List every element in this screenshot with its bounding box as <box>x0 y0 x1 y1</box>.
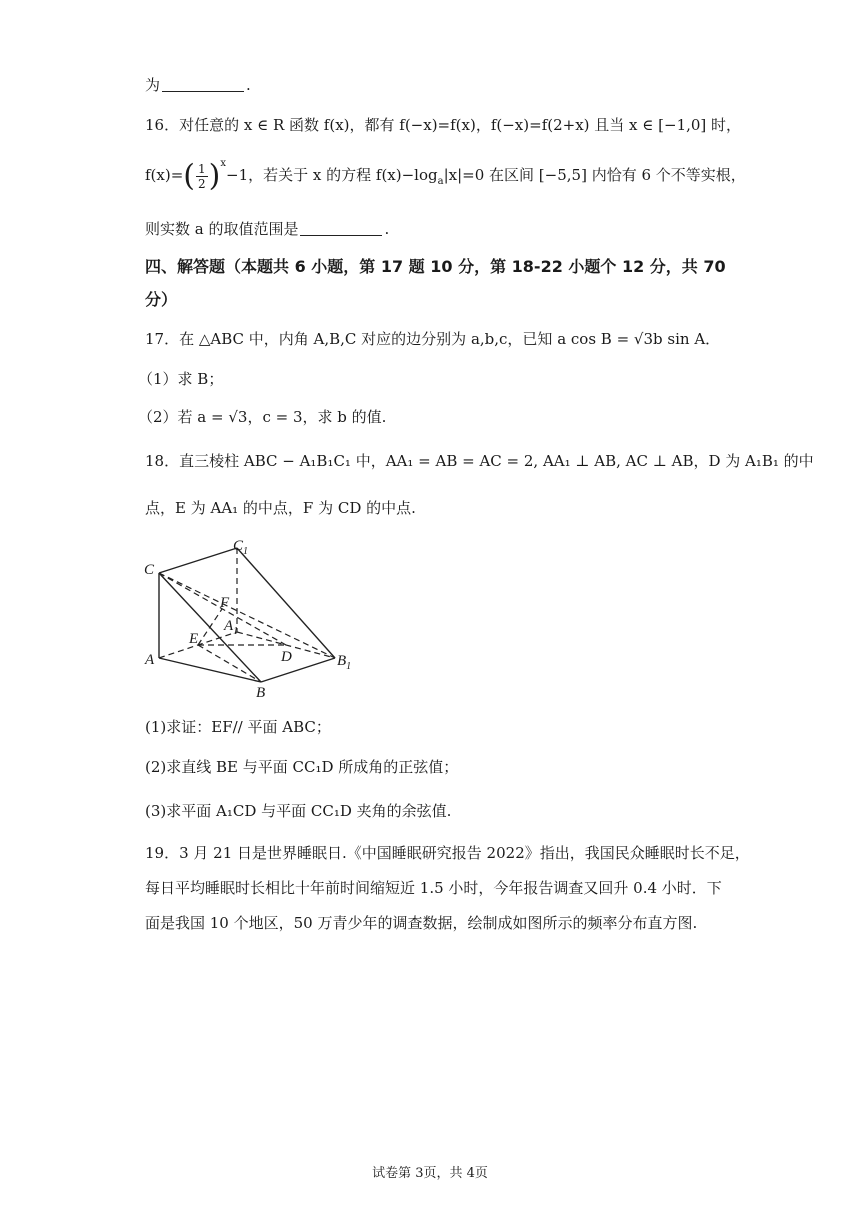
label-C1: $C_1$ <box>233 538 249 557</box>
label-D: D <box>281 649 292 665</box>
q15-tail-suffix: . <box>246 76 251 94</box>
q16-fraction <box>196 162 208 191</box>
q16-line1: 16．对任意的 x ∈ R 函数 f(x)，都有 f(−x)=f(x)，f(−x)=f(2+x) 且当 x ∈ [−1,0] 时， <box>145 116 742 134</box>
q16-func-lhs: f(x)= <box>145 166 184 184</box>
answer-blank <box>162 77 244 92</box>
label-A: A <box>145 652 155 668</box>
q15-tail-prefix: 为 <box>145 76 161 94</box>
q19-line2: 每日平均睡眠时长相比十年前时间缩短近 1.5 小时，今年报告调查又回升 0.4 小时．下 <box>145 879 722 897</box>
page-footer: 试卷第 3页，共 4页 <box>372 1166 488 1181</box>
q19-line1: 19．3 月 21 日是世界睡眠日.《中国睡眠研究报告 2022》指出，我国民众睡眠时长不足， <box>145 844 750 862</box>
label-A1: $A_1$ <box>224 618 239 637</box>
label-F: F <box>220 595 230 611</box>
q16-func-rhs: −1，若关于 x 的方程 f(x)−log <box>226 166 438 184</box>
section-heading-line2: 分） <box>145 290 178 309</box>
q18-stem-line1: 18．直三棱柱 ABC − A₁B₁C₁ 中，AA₁ = AB = AC = 2, AA₁ ⊥ AB, AC ⊥ AB，D 为 A₁B₁ 的中 <box>145 452 814 470</box>
q16-exp: x <box>220 158 227 169</box>
q17-stem: 17．在 △ABC 中，内角 A,B,C 对应的边分别为 a,b,c，已知 a cos B = √3b sin A． <box>145 330 721 348</box>
prism-figure <box>140 530 370 705</box>
q16-line3 <box>145 218 389 239</box>
q18-part3: (3)求平面 A₁CD 与平面 CC₁D 夹角的余弦值. <box>145 802 452 820</box>
section-heading-line1: 四、解答题（本题共 6 小题，第 17 题 10 分，第 18-22 小题个 12 分，共 70 <box>145 257 726 276</box>
q18-stem-line2: 点，E 为 AA₁ 的中点，F 为 CD 的中点. <box>145 499 416 517</box>
q18-part1: (1)求证：EF// 平面 ABC； <box>145 718 331 736</box>
q16-frac-den: 2 <box>198 176 206 191</box>
q16-eq-tail: |x|=0 在区间 [−5,5] 内恰有 6 个不等实根， <box>443 166 746 184</box>
q16-line2: f(x)=( $\frac{1}{2}$ )$^x$−1，若关于 x 的方程 $f(x)-\log_a|x|=0$ 在区间 [−5,5] 内恰有 6 个不等实根， <box>145 158 746 194</box>
q18-part2: (2)求直线 BE 与平面 CC₁D 所成角的正弦值； <box>145 758 459 776</box>
q17-part1: （1）求 B； <box>138 370 224 388</box>
q17-part2: （2）若 a = √3，c = 3，求 b 的值. <box>138 408 387 426</box>
q16-line3-prefix: 则实数 a 的取值范围是 <box>145 220 299 238</box>
label-E: E <box>189 631 199 647</box>
q19-line3: 面是我国 10 个地区，50 万青少年的调查数据，绘制成如图所示的频率分布直方图. <box>145 914 698 932</box>
answer-blank <box>300 221 382 236</box>
q16-log-base: a <box>437 176 444 187</box>
label-C: C <box>144 562 155 578</box>
q16-line3-suffix: . <box>384 220 390 238</box>
label-B: B <box>256 685 266 701</box>
label-B1: $B_1$ <box>337 653 352 672</box>
q16-frac-num: 1 <box>198 161 206 176</box>
q15-tail <box>145 74 251 95</box>
